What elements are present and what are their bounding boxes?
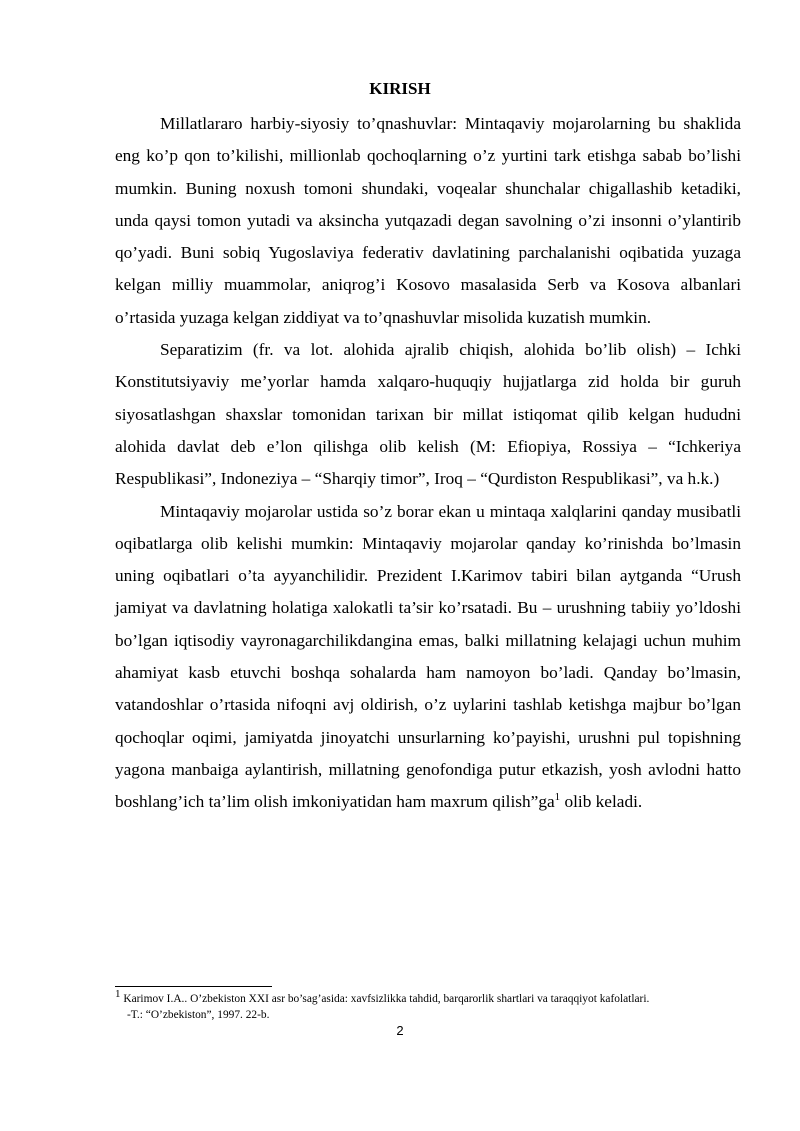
paragraph-1: Millatlararo harbiy-siyosiy to’qnashuvlar: Mintaqaviy mojarolarning bu shaklida eng ko’p qon to’kilishi, millionlab qochoqlarning o’z yurtini tark etishga sabab bo’lishi mumkin. Buning noxush tomoni shundaki, voqealar shunchalar chigallashib ketadiki, unda qaysi tomon yutadi va aksincha yutqazadi degan savolning o’zi insonni o’ylantirib qo’yadi. Buni sobiq Yugoslaviya federativ davlatining parchalanishi oqibatida yuzaga kelgan milliy muammolar, aniqrog’i Kosovo masalasida Serb va Kosova albanlari o’rtasida yuzaga kelgan ziddiyat va to’qnashuvlar misolida kuzatish mumkin. (115, 114, 741, 327)
footnote (115, 988, 747, 1023)
paragraph-2: Separatizim (fr. va lot. alohida ajralib chiqish, alohida bo’lib olish) – Ichki Konstitutsiyaviy me’yorlar hamda xalqaro-huquqiy hujjatlarga zid holda bir guruh siyosatlashgan shaxslar tomonidan tarixan bir millat istiqomat qilib kelgan hududni alohida davlat deb e’lon qilishga olib kelish (M: Efiopiya, Rossiya – “Ichkeriya Respublikasi”, Indoneziya – “Sharqiy timor”, Iroq – “Qurdiston Respublikasi”, va h.k.) (115, 340, 741, 489)
footnote-line-2: -T.: “O’zbekiston”, 1997. 22-b. (127, 1009, 270, 1021)
footnote-separator (115, 986, 272, 987)
footnote-line-1: Karimov I.A.. O’zbekiston XXI asr bo’sag’asida: xavfsizlikka tahdid, barqarorlik shartlari va taraqqiyot kafolatlari. (120, 993, 650, 1005)
body-text (115, 108, 741, 819)
paragraph-3-text: Mintaqaviy mojarolar ustida so’z borar ekan u mintaqa xalqlarini qanday musibatli oqibatlarga olib kelishi mumkin: Mintaqaviy mojarolar qanday ko’rinishda bo’lmasin uning oqibatlari o’ta ayyanchilidir. Prezident I.Karimov tabiri bilan aytganda “Urush jamiyat va davlatning holatiga xalokatli ta’sir ko’rsatadi. Bu – urushning tabiiy yo’ldoshi bo’lgan iqtisodiy vayronagarchilikdangina emas, balki millatning kelajagi uchun muhim ahamiyat kasb etuvchi boshqa sohalarda ham namoyon bo’ladi. Qanday bo’lmasin, vatandoshlar o’rtasida nifoqni avj oldirish, o’z uylarini tashlab ketishga majbur bo’lgan qochoqlar oqimi, jamiyatda jinoyatchi unsurlarning ko’payishi, urushni pul topishning yagona manbaiga aylantirish, millatning genofondiga putur etkazish, yosh avlodni hatto boshlang’ich ta’lim olish imkoniyatidan ham maxrum qilish”ga (115, 501, 741, 812)
page-title: KIRISH (369, 79, 431, 98)
paragraph-3 (115, 496, 741, 819)
footnote-reference[interactable]: 1 (554, 791, 561, 804)
footnote-marker: 1 (115, 988, 121, 1001)
page-number: 2 (396, 1023, 404, 1038)
paragraph-3-tail: olib keladi. (560, 792, 643, 812)
